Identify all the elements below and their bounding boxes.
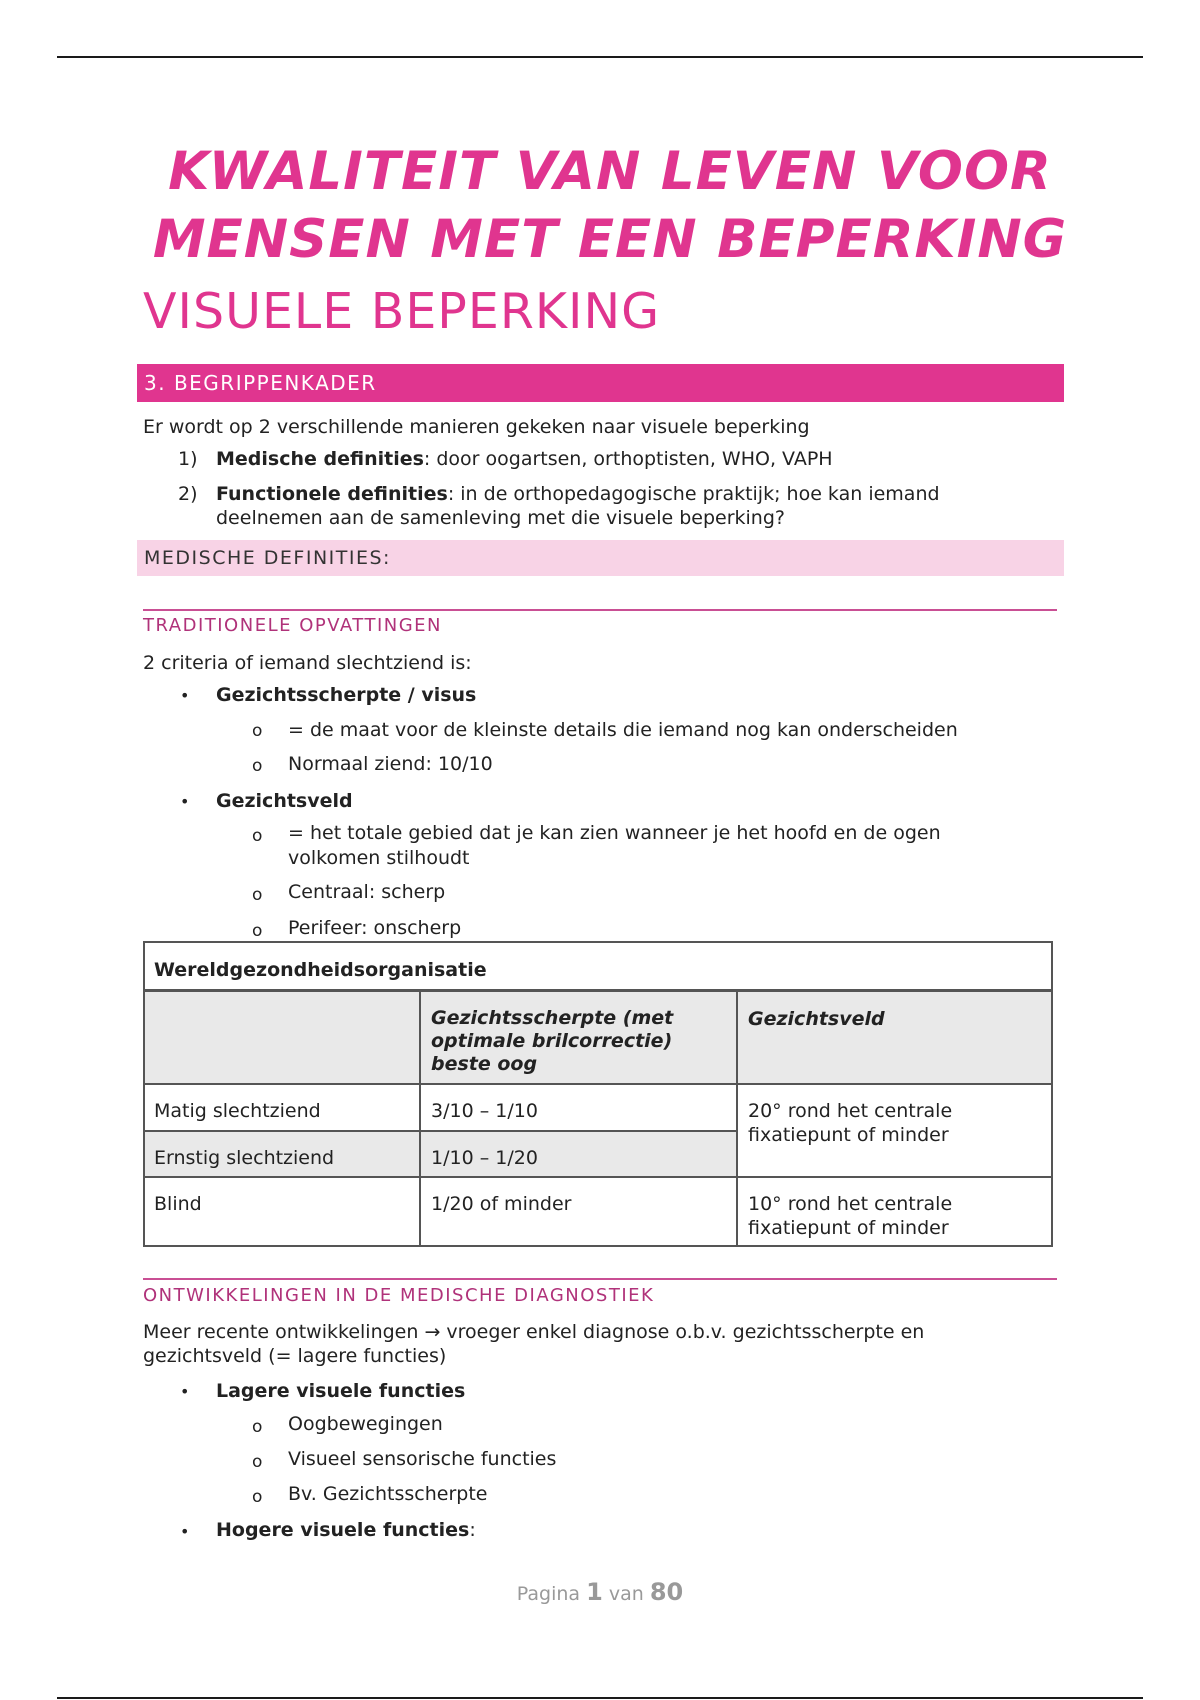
list-item-2-bold: Functionele definities bbox=[216, 483, 448, 505]
sub-marker: o bbox=[252, 1417, 263, 1437]
bullet-gezichtsscherpte: Gezichtsscherpte / visus bbox=[216, 684, 477, 706]
bottom-rule bbox=[57, 1697, 1143, 1699]
heading-traditionele-opvattingen: TRADITIONELE OPVATTINGEN bbox=[143, 615, 443, 636]
row-acuity: 1/10 – 1/20 bbox=[420, 1131, 737, 1177]
bullet-lagere-functies: Lagere visuele functies bbox=[216, 1380, 466, 1402]
field-line: fixatiepunt of minder bbox=[748, 1124, 949, 1146]
sub-marker: o bbox=[252, 721, 263, 741]
list-item-2 bbox=[216, 482, 940, 506]
table-border bbox=[143, 1176, 1053, 1178]
intro-text: Er wordt op 2 verschillende manieren gekeken naar visuele beperking bbox=[143, 416, 810, 438]
sub-item-cont: volkomen stilhoudt bbox=[288, 847, 470, 869]
developments-intro: Meer recente ontwikkelingen → vroeger enkel diagnose o.b.v. gezichtsscherpte en bbox=[143, 1321, 925, 1343]
heading-ontwikkelingen: ONTWIKKELINGEN IN DE MEDISCHE DIAGNOSTIEK bbox=[143, 1285, 655, 1306]
sub-marker: o bbox=[252, 885, 263, 905]
header-acuity-line: Gezichtsscherpte (met bbox=[431, 1007, 674, 1029]
who-table bbox=[143, 941, 1053, 1247]
footer-page-number: 1 bbox=[586, 1578, 603, 1606]
sub-marker: o bbox=[252, 1452, 263, 1472]
sub-marker: o bbox=[252, 826, 263, 846]
table-header-acuity bbox=[420, 991, 737, 1084]
list-item-1-bold: Medische definities bbox=[216, 448, 424, 470]
table-border bbox=[143, 989, 1053, 992]
footer-van: van bbox=[608, 1583, 644, 1605]
title-line-1: KWALITEIT VAN LEVEN VOOR bbox=[168, 141, 1052, 202]
table-border bbox=[143, 1130, 737, 1132]
bullet-gezichtsveld: Gezichtsveld bbox=[216, 790, 353, 812]
list-number-1: 1) bbox=[178, 448, 198, 470]
bullet-marker: • bbox=[180, 792, 190, 811]
top-rule bbox=[57, 56, 1143, 58]
rule-traditionele bbox=[143, 609, 1057, 611]
list-item-1 bbox=[216, 447, 833, 471]
table-border bbox=[143, 941, 1053, 943]
rule-ontwikkelingen bbox=[143, 1278, 1057, 1280]
footer-total-pages: 80 bbox=[649, 1578, 684, 1606]
header-acuity-line: beste oog bbox=[431, 1053, 538, 1075]
list-item-1-text: : door oogartsen, orthoptisten, WHO, VAPH bbox=[423, 448, 833, 470]
row-label: Blind bbox=[154, 1193, 202, 1215]
table-caption: Wereldgezondheidsorganisatie bbox=[154, 959, 487, 981]
field-line: 20° rond het centrale bbox=[748, 1100, 953, 1122]
bullet-hogere-colon: : bbox=[469, 1519, 476, 1541]
bullet-marker: • bbox=[180, 1522, 190, 1541]
title-line-2: MENSEN MET EEN BEPERKING bbox=[152, 209, 1068, 270]
row-label: Matig slechtziend bbox=[154, 1100, 321, 1122]
bullet-hogere-functies bbox=[216, 1518, 476, 1542]
sub-item: = de maat voor de kleinste details die iemand nog kan onderscheiden bbox=[288, 719, 958, 741]
sub-item: Visueel sensorische functies bbox=[288, 1448, 557, 1470]
table-border bbox=[143, 1245, 1053, 1247]
table-border bbox=[143, 941, 145, 1247]
field-line: 10° rond het centrale bbox=[748, 1193, 953, 1215]
sub-item: Normaal ziend: 10/10 bbox=[288, 753, 493, 775]
table-border bbox=[1051, 941, 1053, 1247]
bullet-marker: • bbox=[180, 1382, 190, 1401]
sub-marker: o bbox=[252, 921, 263, 941]
field-line: fixatiepunt of minder bbox=[748, 1217, 949, 1239]
table-header-field: Gezichtsveld bbox=[737, 991, 1053, 1084]
row-label: Ernstig slechtziend bbox=[143, 1131, 420, 1177]
heading-medische-definities: MEDISCHE DEFINITIES: bbox=[137, 540, 1064, 576]
sub-item: Oogbewegingen bbox=[288, 1413, 443, 1435]
document-title bbox=[140, 138, 1080, 274]
table-header-empty bbox=[143, 991, 420, 1084]
table-border bbox=[143, 1083, 1053, 1085]
heading-begrippenkader: 3. BEGRIPPENKADER bbox=[137, 364, 1064, 402]
sub-marker: o bbox=[252, 1487, 263, 1507]
table-border bbox=[419, 990, 421, 1247]
bullet-hogere-label: Hogere visuele functies bbox=[216, 1519, 470, 1541]
developments-intro-cont: gezichtsveld (= lagere functies) bbox=[143, 1345, 447, 1367]
bullet-marker: • bbox=[180, 686, 190, 705]
sub-item: = het totale gebied dat je kan zien wanneer je het hoofd en de ogen bbox=[288, 822, 941, 844]
page-footer bbox=[0, 1578, 1200, 1606]
header-acuity-line: optimale brilcorrectie) bbox=[431, 1030, 673, 1052]
row-acuity: 1/20 of minder bbox=[431, 1193, 572, 1215]
sub-item: Bv. Gezichtsscherpte bbox=[288, 1483, 488, 1505]
footer-pagina: Pagina bbox=[516, 1583, 581, 1605]
criteria-intro: 2 criteria of iemand slechtziend is: bbox=[143, 652, 472, 674]
field-blind bbox=[737, 1177, 1053, 1247]
table-border bbox=[736, 990, 738, 1247]
list-number-2: 2) bbox=[178, 483, 198, 505]
row-acuity: 3/10 – 1/10 bbox=[431, 1100, 538, 1122]
document-subtitle: VISUELE BEPERKING bbox=[143, 283, 661, 340]
sub-item: Centraal: scherp bbox=[288, 881, 446, 903]
field-merged bbox=[737, 1084, 1053, 1177]
list-item-2-cont: deelnemen aan de samenleving met die visuele beperking? bbox=[216, 507, 785, 529]
list-item-2-text: : in de orthopedagogische praktijk; hoe kan iemand bbox=[447, 483, 940, 505]
sub-item: Perifeer: onscherp bbox=[288, 917, 462, 939]
sub-marker: o bbox=[252, 756, 263, 776]
